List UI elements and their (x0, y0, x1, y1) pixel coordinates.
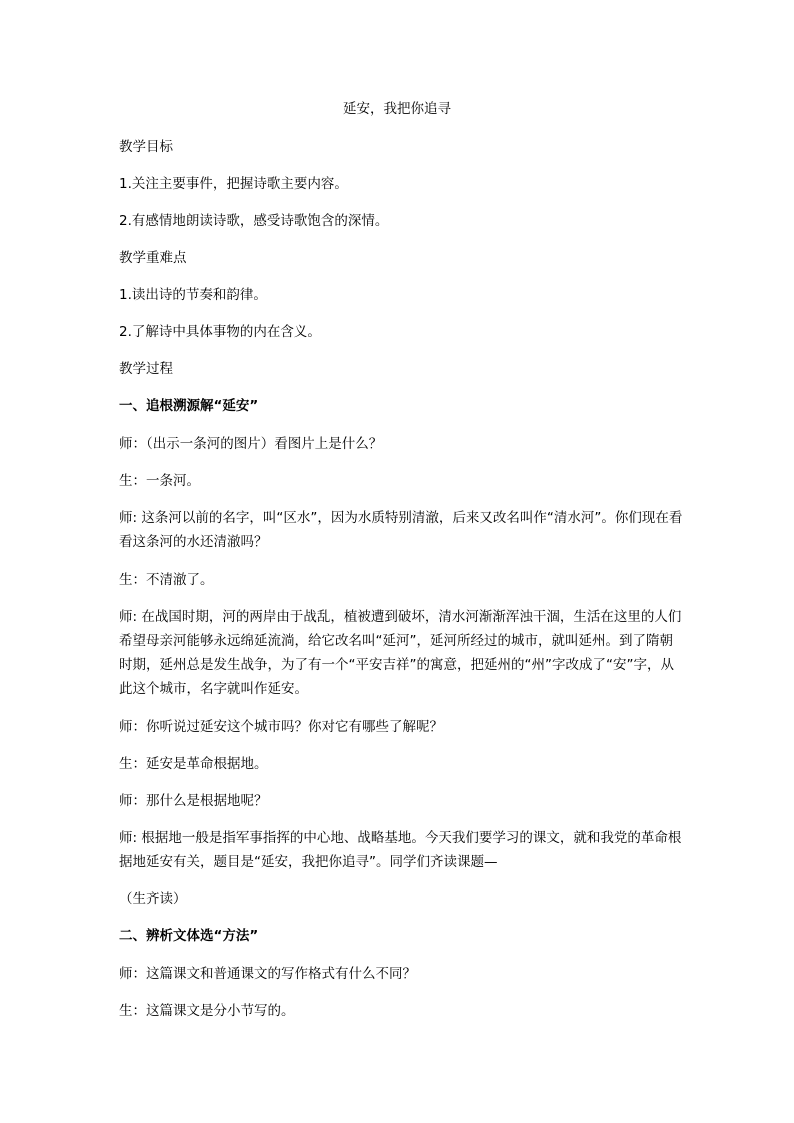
part-2-heading: 二、辨析文体选“方法” (119, 928, 259, 944)
paragraph: 师：这篇课文和普通课文的写作格式有什么不同？ (119, 966, 416, 982)
paragraph: 生：这篇课文是分小节写的。 (119, 1003, 295, 1019)
paragraph: 师: 在战国时期，河的两岸由于战乱，植被遭到破坏，清水河渐渐浑浊干涸，生活在这里的人们希望母亲河能够永远绵延流淌，给它改名叫“延河”，延河所经过的城市，就叫延州。到了隋朝时期，延州总是发生战争，为了有一个“平安吉祥”的寓意，把延州的“州”字改成了“安”字，从此这个城市，名字就叫作延安。 (119, 609, 682, 697)
document-title: 延安，我把你追寻 (343, 101, 451, 117)
goals-heading: 教学目标 (119, 139, 173, 155)
paragraph: 生：不清澈了。 (119, 572, 214, 588)
paragraph: 师：那什么是根据地呢？ (119, 793, 268, 809)
paragraph: 师：你听说过延安这个城市吗？你对它有哪些了解呢？ (119, 719, 443, 735)
goal-2: 2.有感情地朗读诗歌，感受诗歌饱含的深情。 (119, 213, 389, 229)
key-point-1: 1.读出诗的节奏和韵律。 (119, 287, 267, 303)
process-heading: 教学过程 (119, 361, 173, 377)
paragraph: 生：一条河。 (119, 473, 200, 489)
key-point-2: 2.了解诗中具体事物的内在含义。 (119, 324, 321, 340)
paragraph: （生齐读） (119, 891, 187, 907)
paragraph: 生：延安是革命根据地。 (119, 756, 268, 772)
key-points-heading: 教学重难点 (119, 250, 187, 266)
paragraph: 师: 根据地一般是指军事指挥的中心地、战略基地。今天我们要学习的课文，就和我党的革命根据地延安有关，题目是“延安，我把你追寻”。同学们齐读课题— (119, 830, 682, 870)
part-1-heading: 一、追根溯源解“延安” (119, 398, 259, 414)
goal-1: 1.关注主要事件，把握诗歌主要内容。 (119, 176, 348, 192)
paragraph: 师: 这条河以前的名字，叫“区水”，因为水质特别清澈，后来又改名叫作“清水河”。你们现在看看这条河的水还清澈吗？ (119, 510, 683, 550)
paragraph: 师：（出示一条河的图片）看图片上是什么？ (119, 436, 383, 452)
